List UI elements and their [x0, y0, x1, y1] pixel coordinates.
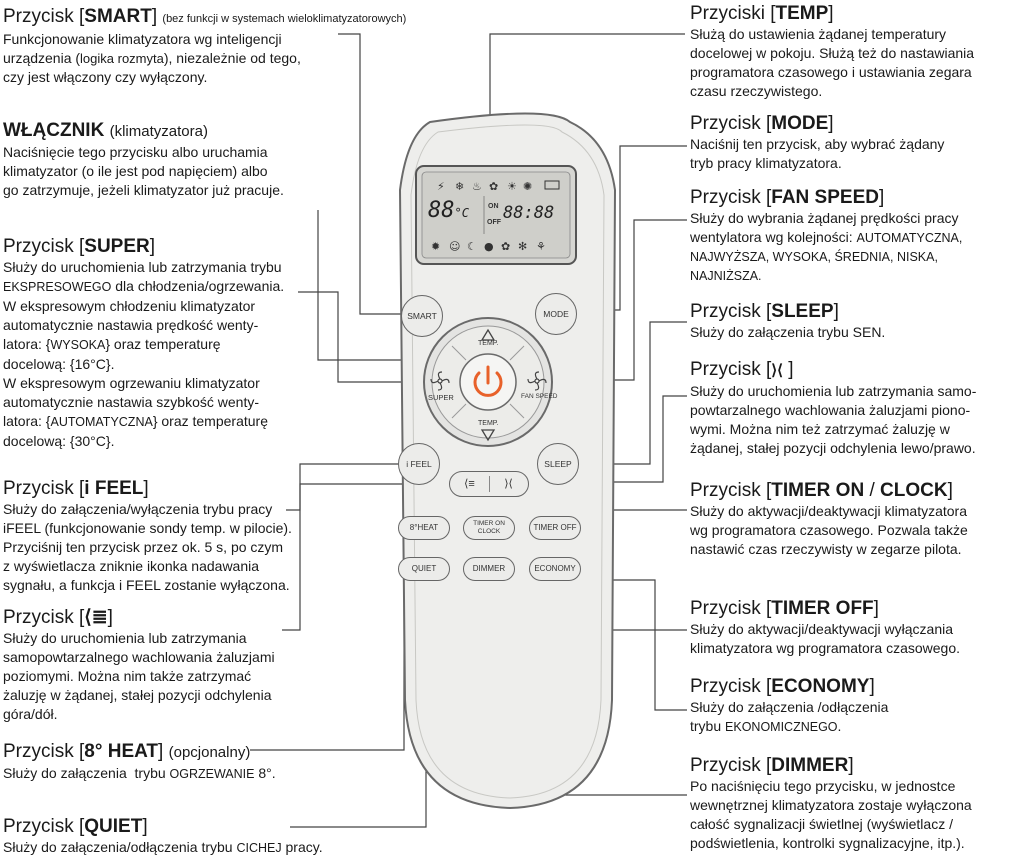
ifeel-desc-line: sygnału, a funkcja i FEEL zostanie wyłączona. — [3, 577, 290, 593]
dimmer-desc — [690, 777, 1020, 853]
quiet-title — [3, 816, 343, 838]
super-desc-line: W ekspresowym chłodzeniu klimatyzator — [3, 298, 256, 314]
temp-title — [690, 3, 1020, 25]
super-desc-part: latora: { — [3, 336, 51, 352]
timeron-title-prefix: Przycisk [ — [690, 480, 772, 501]
super-annotation — [3, 236, 333, 451]
mode-button[interactable] — [535, 293, 577, 335]
swingh-desc — [3, 629, 303, 724]
smart-title-note: (bez funkcji w systemach wieloklimatyzatorowych) — [162, 13, 407, 25]
timeron-desc-line: wg programatora czasowego. Pozwala także — [690, 522, 968, 538]
super-desc — [3, 258, 333, 451]
timer-on-label: TIMER ON — [473, 520, 505, 527]
swingh-annotation — [3, 607, 303, 724]
power-title-note: (klimatyzatora) — [109, 123, 208, 140]
lcd-off-label: OFF — [487, 219, 501, 226]
ifeel-annotation — [3, 478, 333, 595]
power-title-name: WŁĄCZNIK — [3, 120, 105, 141]
economy-desc-part: . — [837, 718, 842, 734]
quiet-desc-quiet: CICHEJ — [236, 841, 282, 855]
quiet-desc-part: Służy do załączenia/odłączenia trybu — [3, 839, 237, 855]
smart-title — [3, 6, 407, 30]
temp-desc-line: programatora czasowego i ustawiania zegara — [690, 64, 972, 80]
temp-title-name: TEMP — [775, 3, 829, 24]
fanspeed-title — [690, 187, 1020, 209]
temp-up-button[interactable]: TEMP. — [478, 340, 499, 347]
heat8-annotation — [3, 741, 303, 784]
lcd-temp-readout — [428, 198, 469, 223]
swingv-desc-line: powtarzalnego wachlowania żaluzjami piono- — [690, 402, 971, 418]
fanspeed-annotation — [690, 187, 1020, 286]
sleep-title — [690, 301, 1020, 323]
super-desc-auto: AUTOMATYCZNA — [50, 415, 153, 429]
super-desc-part: } oraz temperaturę — [105, 336, 221, 352]
timer-off-button-label: TIMER OFF — [533, 523, 577, 532]
heat8-desc — [3, 764, 303, 784]
fanspeed-desc-line: Służy do wybrania żądanej prędkości pracy — [690, 210, 959, 226]
dimmer-title-suffix: ] — [848, 755, 854, 776]
swing-horizontal-title-icon: ⟨≣ — [84, 607, 108, 628]
mode-desc-line: tryb pracy klimatyzatora. — [690, 155, 842, 171]
super-desc-line: automatycznie nastawia prędkość wenty- — [3, 317, 259, 333]
mode-title-prefix: Przycisk [ — [690, 113, 772, 134]
quiet-desc-part: pracy. — [281, 839, 323, 855]
timeron-annotation — [690, 480, 1020, 559]
smart-title-suffix: ] — [151, 6, 158, 27]
fanspeed-title-prefix: Przycisk [ — [690, 187, 772, 208]
mode-title — [690, 113, 1020, 135]
timeron-desc-line: nastawić czas rzeczywisty w zegarze pilota. — [690, 541, 962, 557]
svg-text:☀: ☀ — [507, 180, 517, 193]
timeroff-title-name: TIMER OFF — [771, 598, 874, 619]
smart-desc-part: ), niezależnie od tego, — [163, 50, 301, 66]
economy-desc-line: Służy do załączenia /odłączenia — [690, 699, 889, 715]
timeroff-title-suffix: ] — [873, 598, 879, 619]
super-desc-line — [3, 277, 333, 297]
mode-desc-line: Naciśnij ten przycisk, aby wybrać żądany — [690, 136, 945, 152]
swing-horizontal-icon: ⟨≡ — [464, 478, 475, 490]
swingh-desc-line: poziomymi. Można nim także zatrzymać — [3, 668, 252, 684]
swingv-title-prefix: Przycisk [ — [690, 359, 772, 380]
ifeel-desc-line: Przyciśnij ten przycisk przez ok. 5 s, po czym — [3, 539, 284, 555]
swingv-title-suffix: ] — [788, 359, 794, 380]
super-title — [3, 236, 333, 258]
ifeel-desc-line: z wyświetlacza zniknie ikonka nadawania — [3, 558, 260, 574]
heat8-title-prefix: Przycisk [ — [3, 741, 85, 762]
super-title-name: SUPER — [84, 236, 150, 257]
svg-text:☺: ☺ — [449, 240, 461, 253]
svg-text:✿: ✿ — [501, 240, 511, 253]
power-desc — [3, 143, 333, 200]
svg-text:✺: ✺ — [523, 180, 533, 193]
swingh-desc-line: żaluzję w żądanej, stałej pozycji odchylenia — [3, 687, 272, 703]
dimmer-annotation — [690, 755, 1020, 853]
sleep-title-prefix: Przycisk [ — [690, 301, 772, 322]
smart-desc — [3, 30, 363, 87]
mode-desc — [690, 135, 1020, 173]
quiet-annotation — [3, 816, 343, 858]
ifeel-title — [3, 478, 333, 500]
svg-text:✿: ✿ — [489, 180, 499, 193]
smart-desc-part: urządzenia ( — [3, 50, 81, 66]
swingh-title-prefix: Przycisk [ — [3, 607, 85, 628]
super-desc-line: docelową: {16°C}. — [3, 356, 115, 372]
fan-speed-button[interactable]: FAN SPEED — [521, 393, 558, 400]
temp-desc-line: czasu rzeczywistego. — [690, 83, 823, 99]
fanspeed-title-name: FAN SPEED — [771, 187, 879, 208]
temp-title-suffix: ] — [828, 3, 834, 24]
swingh-title-suffix: ] — [107, 607, 113, 628]
timeron-title-suffix: ] — [947, 480, 953, 501]
quiet-desc-line — [3, 838, 343, 858]
economy-desc-line — [690, 717, 1020, 737]
economy-desc-part: trybu — [690, 718, 726, 734]
swingh-desc-line: góra/dół. — [3, 706, 58, 722]
economy-title-name: ECONOMY — [771, 676, 870, 697]
swingh-desc-line: samopowtarzalnego wachlowania żaluzjami — [3, 649, 275, 665]
smart-title-name: SMART — [84, 6, 152, 27]
ifeel-title-prefix: Przycisk [ — [3, 478, 85, 499]
smart-title-prefix: Przycisk [ — [3, 6, 85, 27]
timeroff-desc-line: Służy do aktywacji/deaktywacji wyłączania — [690, 621, 953, 637]
economy-title-suffix: ] — [869, 676, 875, 697]
timeroff-title — [690, 598, 1020, 620]
super-desc-part: dla chłodzenia/ogrzewania. — [111, 278, 285, 294]
fanspeed-desc — [690, 209, 1020, 286]
temp-desc — [690, 25, 1020, 101]
heat8-desc-heating: OGRZEWANIE — [169, 767, 255, 781]
temp-title-prefix: Przyciski [ — [690, 3, 776, 24]
swingv-desc — [690, 382, 1020, 458]
timeron-title-name: TIMER ON — [771, 480, 865, 501]
timer-on-button[interactable] — [463, 516, 515, 540]
temp-desc-line: Służą do ustawienia żądanej temperatury — [690, 26, 947, 42]
dimmer-desc-line: całość sygnalizacji świetlnej (wyświetlacz / — [690, 816, 953, 832]
svg-text:●: ● — [484, 240, 494, 253]
smart-desc-line — [3, 49, 363, 68]
mode-title-name: MODE — [771, 113, 829, 134]
swing-vertical-button[interactable] — [490, 480, 528, 488]
heat8-title-suffix: ] — [158, 741, 164, 762]
lcd-temp-value: 88 — [428, 198, 455, 223]
sleep-desc — [690, 323, 1020, 342]
ifeel-desc — [3, 500, 333, 595]
power-desc-line: Naciśnięcie tego przycisku albo uruchamia — [3, 144, 268, 160]
timeron-desc — [690, 502, 1020, 559]
power-title — [3, 120, 333, 143]
swing-vertical-icon: ⟩⟨ — [504, 478, 513, 490]
temp-annotation — [690, 3, 1020, 101]
quiet-desc — [3, 838, 343, 858]
super-desc-line — [3, 335, 333, 355]
timeroff-annotation — [690, 598, 1020, 658]
svg-text:❄: ❄ — [455, 180, 465, 193]
power-annotation — [3, 120, 333, 200]
lcd-clock-readout: 88:88 — [503, 203, 555, 223]
sleep-button[interactable] — [537, 443, 579, 485]
heat8-button-label: 8°HEAT — [409, 523, 439, 532]
fanspeed-title-suffix: ] — [878, 187, 885, 208]
timer-off-button[interactable] — [529, 516, 581, 540]
power-desc-line: go zatrzymuje, jeżeli klimatyzator już pracuje. — [3, 182, 284, 198]
svg-text:⚡: ⚡ — [437, 180, 445, 193]
ifeel-desc-line: iFEEL (funkcjonowanie sondy temp. w pilocie). — [3, 520, 292, 536]
super-desc-express: EKSPRESOWEGO — [3, 280, 112, 294]
heat8-title-name: 8° HEAT — [84, 741, 159, 762]
dimmer-button[interactable] — [463, 557, 515, 581]
swing-horizontal-button[interactable] — [451, 480, 489, 488]
quiet-button-label: QUIET — [411, 564, 437, 573]
economy-desc-eco: EKONOMICZNEGO — [725, 720, 838, 734]
dimmer-desc-line: wewnętrznej klimatyzatora zostaje wyłączona — [690, 797, 972, 813]
ifeel-button[interactable] — [398, 443, 440, 485]
dimmer-title-prefix: Przycisk [ — [690, 755, 772, 776]
dimmer-title-name: DIMMER — [771, 755, 849, 776]
super-desc-line — [3, 412, 333, 432]
swingv-title — [690, 359, 1020, 382]
swingv-desc-line: żądanej, stałej pozycji odchylenia lewo/prawo. — [690, 440, 976, 456]
fanspeed-desc-line: NAJNIŻSZA. — [690, 269, 762, 283]
ifeel-title-name: i FEEL — [84, 478, 144, 499]
economy-desc — [690, 698, 1020, 737]
swingv-annotation — [690, 359, 1020, 458]
smart-desc-line: Funkcjonowanie klimatyzatora wg inteligencji — [3, 31, 282, 47]
dimmer-button-label: DIMMER — [472, 564, 506, 573]
mode-button-label: MODE — [543, 309, 569, 319]
ifeel-title-suffix: ] — [143, 478, 149, 499]
economy-button[interactable] — [529, 557, 581, 581]
smart-button[interactable] — [401, 295, 443, 337]
temp-down-button[interactable]: TEMP. — [478, 420, 499, 427]
smart-annotation — [3, 6, 407, 87]
dimmer-title — [690, 755, 1020, 777]
economy-button-label: ECONOMY — [534, 564, 576, 573]
swingv-desc-line: Służy do uruchomienia lub zatrzymania samo- — [690, 383, 977, 399]
swingh-title — [3, 607, 303, 629]
svg-text:✻: ✻ — [518, 240, 528, 253]
svg-text:⚘: ⚘ — [536, 240, 546, 253]
timeron-title-sep: / — [864, 480, 881, 501]
super-title-suffix: ] — [149, 236, 156, 257]
sleep-button-label: SLEEP — [544, 459, 572, 469]
mode-annotation — [690, 113, 1020, 173]
ifeel-button-label: i FEEL — [406, 459, 432, 469]
smart-desc-line: czy jest włączony czy wyłączony. — [3, 69, 208, 85]
ifeel-desc-line: Służy do załączenia/wyłączenia trybu pracy — [3, 501, 273, 517]
sleep-desc-line: Służy do załączenia trybu SEN. — [690, 324, 886, 340]
quiet-title-prefix: Przycisk [ — [3, 816, 85, 837]
fanspeed-desc-line — [690, 228, 1020, 248]
dimmer-desc-line: podświetlenia, kontrolki sygnalizacyjne, itp.). — [690, 835, 965, 851]
timeron-desc-line: Służy do aktywacji/deaktywacji klimatyzatora — [690, 503, 967, 519]
swingh-desc-line: Służy do uruchomienia lub zatrzymania — [3, 630, 247, 646]
power-desc-line: klimatyzator (o ile jest pod napięciem) albo — [3, 163, 268, 179]
swing-buttons — [449, 471, 529, 497]
economy-title-prefix: Przycisk [ — [690, 676, 772, 697]
super-desc-part: } oraz temperaturę — [152, 413, 268, 429]
smart-button-label: SMART — [407, 311, 437, 321]
svg-text:☾: ☾ — [467, 240, 477, 253]
quiet-title-suffix: ] — [142, 816, 148, 837]
swing-vertical-title-icon: ⟩⟨ — [771, 362, 783, 379]
super-desc-high: WYSOKA — [50, 338, 106, 352]
clock-label: CLOCK — [477, 528, 501, 535]
quiet-button[interactable] — [398, 557, 450, 581]
fanspeed-desc-line: NAJWYŻSZA, WYSOKA, ŚREDNIA, NISKA, — [690, 250, 938, 264]
sleep-title-name: SLEEP — [771, 301, 834, 322]
heat8-desc-part: Służy do załączenia trybu — [3, 765, 170, 781]
super-desc-line: Służy do uruchomienia lub zatrzymania trybu — [3, 259, 282, 275]
super-desc-part: latora: { — [3, 413, 51, 429]
heat8-button[interactable] — [398, 516, 450, 540]
sleep-title-suffix: ] — [833, 301, 839, 322]
timeroff-desc — [690, 620, 1020, 658]
timeron-title-name2: CLOCK — [880, 480, 948, 501]
super-button[interactable]: SUPER — [428, 393, 454, 402]
dimmer-desc-line: Po naciśnięciu tego przycisku, w jednostce — [690, 778, 956, 794]
timeroff-desc-line: klimatyzatora wg programatora czasowego. — [690, 640, 961, 656]
heat8-title-note: (opcjonalny) — [168, 744, 251, 761]
svg-text:✹: ✹ — [431, 240, 441, 253]
super-title-prefix: Przycisk [ — [3, 236, 85, 257]
fanspeed-desc-part: wentylatora wg kolejności: — [690, 229, 857, 245]
temp-desc-line: docelowej w pokoju. Służą też do nastawiania — [690, 45, 975, 61]
sleep-annotation — [690, 301, 1020, 342]
svg-text:♨: ♨ — [472, 180, 482, 193]
quiet-title-name: QUIET — [84, 816, 143, 837]
fanspeed-desc-auto: AUTOMATYCZNA, — [856, 231, 963, 245]
super-desc-line: W ekspresowym ogrzewaniu klimatyzator — [3, 375, 260, 391]
super-desc-line: docelową: {30°C}. — [3, 433, 115, 449]
super-desc-line: automatycznie nastawia szybkość wenty- — [3, 394, 259, 410]
lcd-temp-unit: °C — [454, 206, 469, 220]
heat8-desc-line — [3, 764, 303, 784]
timeron-title — [690, 480, 1020, 502]
economy-annotation — [690, 676, 1020, 737]
lcd-on-label: ON — [488, 203, 499, 210]
timeroff-title-prefix: Przycisk [ — [690, 598, 772, 619]
economy-title — [690, 676, 1020, 698]
swingv-desc-line: wymi. Można nim też zatrzymać żaluzję w — [690, 421, 950, 437]
heat8-title — [3, 741, 303, 764]
mode-title-suffix: ] — [828, 113, 834, 134]
smart-desc-fuzzy: logika rozmyta — [80, 51, 164, 66]
heat8-desc-part: 8°. — [254, 765, 276, 781]
